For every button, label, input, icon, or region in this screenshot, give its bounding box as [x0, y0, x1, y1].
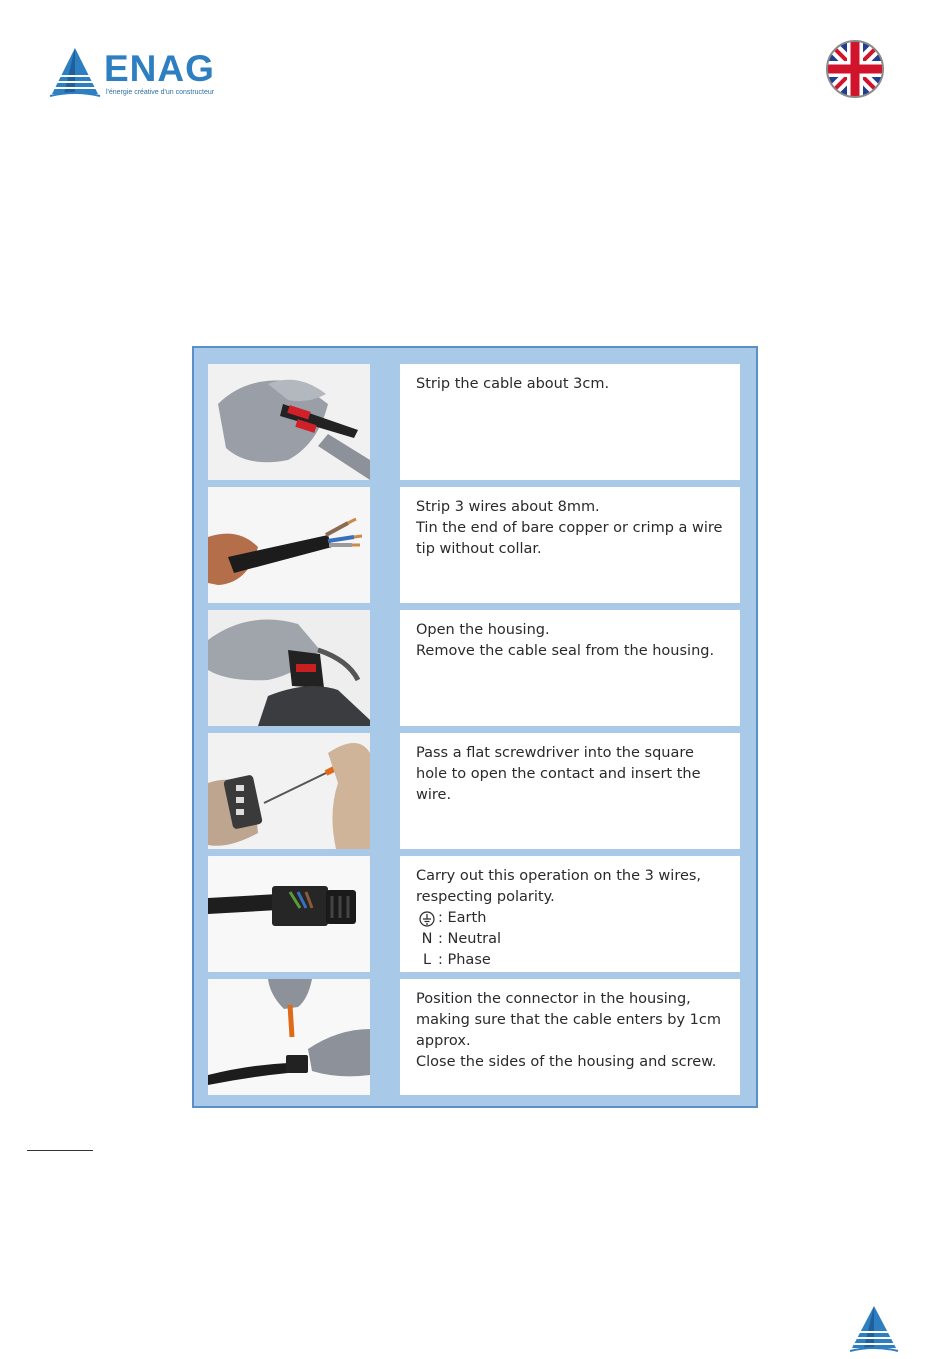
brand-tagline: l'énergie créative d'un constructeur [106, 89, 215, 96]
step-3-photo [208, 610, 370, 726]
step-6-line-3: approx. [416, 1033, 471, 1049]
step-4-line-3: wire. [416, 787, 452, 803]
step-3 [208, 610, 742, 726]
step-4-photo [208, 733, 370, 849]
step-3-text [400, 610, 740, 726]
polarity-neutral-symbol: N [421, 931, 433, 947]
footer-pyramid-logo-icon [848, 1304, 900, 1354]
polarity-phase [416, 950, 726, 971]
polarity-phase-symbol: L [422, 952, 432, 968]
step-6-line-2: making sure that the cable enters by 1cm [416, 1012, 721, 1028]
instruction-panel [192, 346, 758, 1108]
step-1-line-1: Strip the cable about 3cm. [416, 376, 610, 392]
step-5-photo [208, 856, 370, 972]
step-2-line-3: tip without collar. [416, 541, 542, 557]
polarity-phase-label: : Phase [438, 952, 491, 968]
step-6-line-4: Close the sides of the housing and screw. [416, 1054, 717, 1070]
step-6-text [400, 979, 740, 1095]
step-2-line-1: Strip 3 wires about 8mm. [416, 499, 600, 515]
step-5-line-1: Carry out this operation on the 3 wires, [416, 868, 702, 884]
step-5-line-2: respecting polarity. [416, 889, 555, 905]
step-4 [208, 733, 742, 849]
step-2 [208, 487, 742, 603]
step-2-line-2: Tin the end of bare copper or crimp a wire [416, 520, 723, 536]
step-6-photo [208, 979, 370, 1095]
polarity-neutral [416, 929, 726, 950]
polarity-earth-label: : Earth [438, 910, 487, 926]
earth-ground-icon [416, 911, 438, 927]
step-4-line-2: hole to open the contact and insert the [416, 766, 701, 782]
step-1-photo [208, 364, 370, 480]
step-1 [208, 364, 742, 480]
step-4-line-1: Pass a flat screwdriver into the square [416, 745, 694, 761]
step-3-line-2: Remove the cable seal from the housing. [416, 643, 715, 659]
enag-logo [48, 46, 228, 102]
polarity-neutral-label: : Neutral [438, 931, 502, 947]
brand-name: ENAG [104, 48, 215, 89]
step-1-text [400, 364, 740, 480]
step-5-text [400, 856, 740, 972]
step-6-line-1: Position the connector in the housing, [416, 991, 691, 1007]
step-6 [208, 979, 742, 1095]
step-2-text [400, 487, 740, 603]
step-2-photo [208, 487, 370, 603]
step-3-line-1: Open the housing. [416, 622, 550, 638]
polarity-earth [416, 908, 726, 929]
footnote-separator [27, 1150, 93, 1151]
uk-flag-icon [825, 39, 885, 99]
pyramid-logo-icon [48, 46, 102, 100]
step-5 [208, 856, 742, 972]
step-4-text [400, 733, 740, 849]
